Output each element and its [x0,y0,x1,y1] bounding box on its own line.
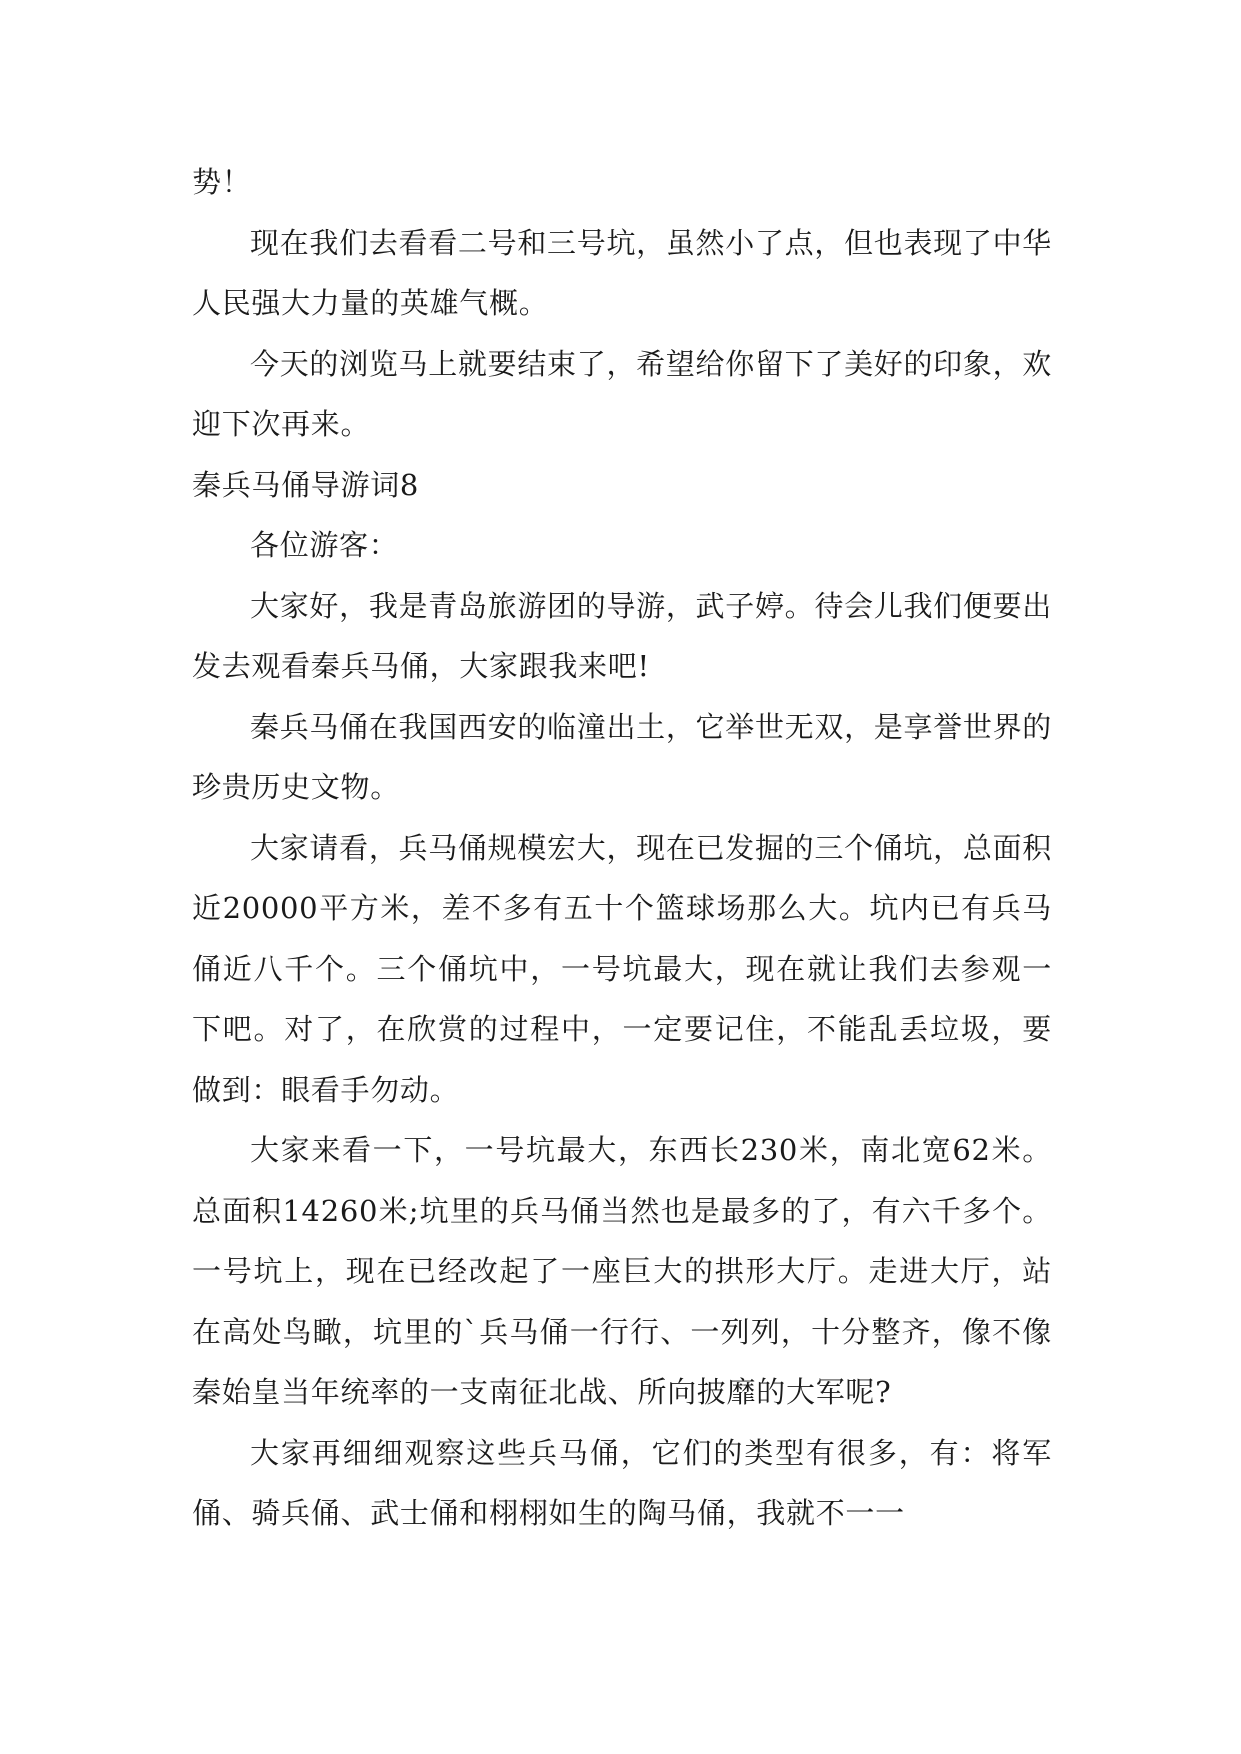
paragraph-2: 现在我们去看看二号和三号坑，虽然小了点，但也表现了中华人民强大力量的英雄气概。 [192,225,1052,320]
paragraph-3: 今天的浏览马上就要结束了，希望给你留下了美好的印象，欢迎下次再来。 [192,346,1052,441]
section-heading: 秦兵马俑导游词8 [192,467,420,502]
paragraph-8: 大家来看一下，一号坑最大，东西长230米，南北宽62米。总面积14260米;坑里的兵马俑当然也是最多的了，有六千多个。一号坑上，现在已经改起了一座巨大的拱形大厅。走进大厅，站在高处鸟瞰，坑里的`兵马俑一行行、一列列，十分整齐，像不像秦始皇当年统率的一支南征北战、所向披靡的大军呢? [192,1133,1052,1409]
paragraph-1: 势！ [192,165,252,199]
paragraph-9: 大家再细细观察这些兵马俑，它们的类型有很多，有：将军俑、骑兵俑、武士俑和栩栩如生的陶马俑，我就不一一 [192,1435,1052,1530]
paragraph-7: 大家请看，兵马俑规模宏大，现在已发掘的三个俑坑，总面积近20000平方米，差不多有五十个篮球场那么大。坑内已有兵马俑近八千个。三个俑坑中，一号坑最大，现在就让我们去参观一下吧。对了，在欣赏的过程中，一定要记住，不能乱丢垃圾，要做到：眼看手勿动。 [192,830,1052,1107]
paragraph-5: 大家好，我是青岛旅游团的导游，武子婷。待会儿我们便要出发去观看秦兵马俑，大家跟我来吧! [192,588,1052,683]
paragraph-greeting: 各位游客： [250,528,399,562]
paragraph-6: 秦兵马俑在我国西安的临潼出土，它举世无双，是享誉世界的珍贵历史文物。 [192,709,1052,804]
document-body [192,152,1052,1544]
